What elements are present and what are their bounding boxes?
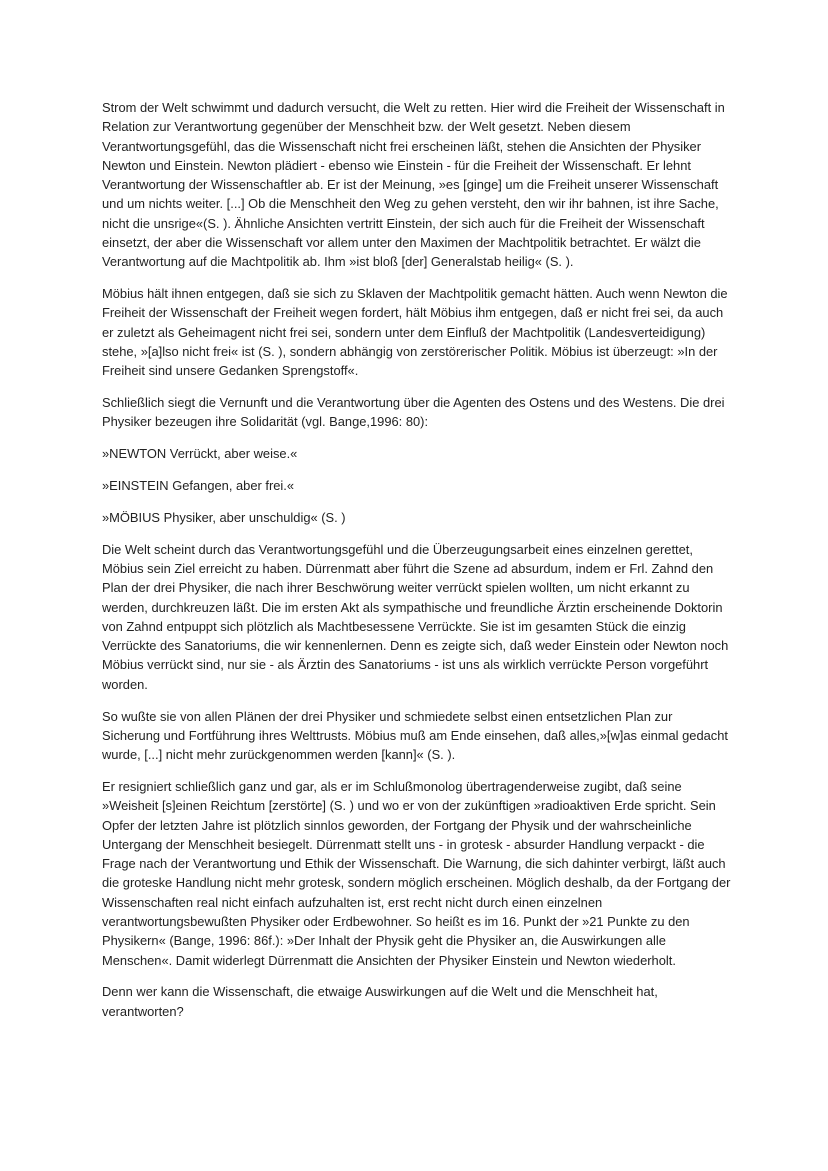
paragraph-welttrust: So wußte sie von allen Plänen der drei Physiker und schmiedete selbst einen entsetzlichen Plan zur Sicherung und Fortführung ihres Welttrusts. Möbius muß am Ende einsehen, daß alles,»[w]as einmal gedacht wurde, [...] nicht mehr zurückgenommen werden [kann]« (S. ). <box>102 708 728 763</box>
quote-newton: »NEWTON Verrückt, aber weise.« <box>102 446 298 462</box>
paragraph-welt-gerettet: Die Welt scheint durch das Verantwortungsgefühl und die Überzeugungsarbeit eines einzelnen gerettet, Möbius sein Ziel erreicht zu haben. Dürrenmatt aber führt die Szene ad absurdum, indem er Frl. Zahnd den Plan der drei Physiker, die nach ihrer Beschwörung weiter verrückt spielen wollten, um nicht erkannt zu werden, durchkreuzen läßt. Die im ersten Akt als sympathische und freundliche Ärztin erscheinende Doktorin von Zahnd entpuppt sich plötzlich als Machtbesessene Verrückte. Sie ist im gesamten Stück die einzig Verrückte des Sanatoriums, die wir kennenlernen. Denn es zeigte sich, daß weder Einstein oder Newton noch Möbius verrückt sind, nur sie - als Ärztin des Sanatoriums - ist uns als wirklich verrückte Person vorgeführt worden. <box>102 541 729 692</box>
paragraph-freiheit-der-wissenschaft: Strom der Welt schwimmt und dadurch versucht, die Welt zu retten. Hier wird die Freiheit der Wissenschaft in Relation zur Verantwortung gegenüber der Menschheit bzw. der Welt gesetzt. Neben diesem Verantwortungsgefühl, das die Wissenschaft nicht frei erscheinen läßt, stehen die Ansichten der Physiker Newton und Einstein. Newton plädiert - ebenso wie Einstein - für die Freiheit der Wissenschaft. Er lehnt Verantwortung der Wissenschaftler ab. Er ist der Meinung, »es [ginge] um die Freiheit unserer Wissenschaft und um nichts weiter. [...] Ob die Menschheit den Weg zu gehen versteht, den wir ihr bahnen, ist ihre Sache, nicht die unsrige«(S. ). Ähnliche Ansichten vertritt Einstein, der sich auch für die Freiheit der Wissenschaft einsetzt, der aber die Wissenschaft vor allem unter den Maximen der Machtpolitik betrachtet. Er wälzt die Verantwortung auf die Machtpolitik ab. Ihm »ist bloß [der] Generalstab heilig« (S. ). <box>102 100 725 270</box>
quote-einstein: »EINSTEIN Gefangen, aber frei.« <box>102 478 295 494</box>
document-page <box>102 98 732 1033</box>
paragraph-schlussfrage: Denn wer kann die Wissenschaft, die etwaige Auswirkungen auf die Welt und die Menschheit hat, verantworten? <box>102 984 658 1019</box>
paragraph-solidaritaet: Schließlich siegt die Vernunft und die Verantwortung über die Agenten des Ostens und des Westens. Die drei Physiker bezeugen ihre Solidarität (vgl. Bange,1996: 80): <box>102 395 725 430</box>
paragraph-moebius-entgegnung: Möbius hält ihnen entgegen, daß sie sich zu Sklaven der Machtpolitik gemacht hätten. Auch wenn Newton die Freiheit der Wissenschaft der Freiheit wegen fordert, hält Möbius ihm entgegen, daß er nicht frei sei, da auch er zuletzt als Geheimagent nicht frei sei, sondern unter dem Einfluß der Machtpolitik (Landesverteidigung) stehe, »[a]lso nicht frei« ist (S. ), sondern abhängig von zerstörerischer Politik. Möbius ist überzeugt: »In der Freiheit sind unsere Gedanken Sprengstoff«. <box>102 286 728 379</box>
paragraph-resignation: Er resigniert schließlich ganz und gar, als er im Schlußmonolog übertragenderweise zugibt, daß seine »Weisheit [s]einen Reichtum [zerstörte] (S. ) und wo er von der zukünftigen »radioaktiven Erde spricht. Sein Opfer der letzten Jahre ist plötzlich sinnlos geworden, der Fortgang der Physik und der wahrscheinliche Untergang der Menschheit besiegelt. Dürrenmatt stellt uns - in grotesk - absurder Handlung verpackt - die Frage nach der Verantwortung und Ethik der Wissenschaft. Die Warnung, die sich dahinter verbirgt, läßt auch die groteske Handlung nicht mehr grotesk, sondern möglich erscheinen. Möglich deshalb, da der Fortgang der Wissenschaften real nicht einfach aufzuhalten ist, erst recht nicht durch einen einzelnen verantwortungsbewußten Physiker oder Erdbewohner. So heißt es im 16. Punkt der »21 Punkte zu den Physikern« (Bange, 1996: 86f.): »Der Inhalt der Physik geht die Physiker an, die Auswirkungen alle Menschen«. Damit widerlegt Dürrenmatt die Ansichten der Physiker Einstein und Newton wiederholt. <box>102 778 731 968</box>
quote-moebius: »MÖBIUS Physiker, aber unschuldig« (S. ) <box>102 509 346 525</box>
